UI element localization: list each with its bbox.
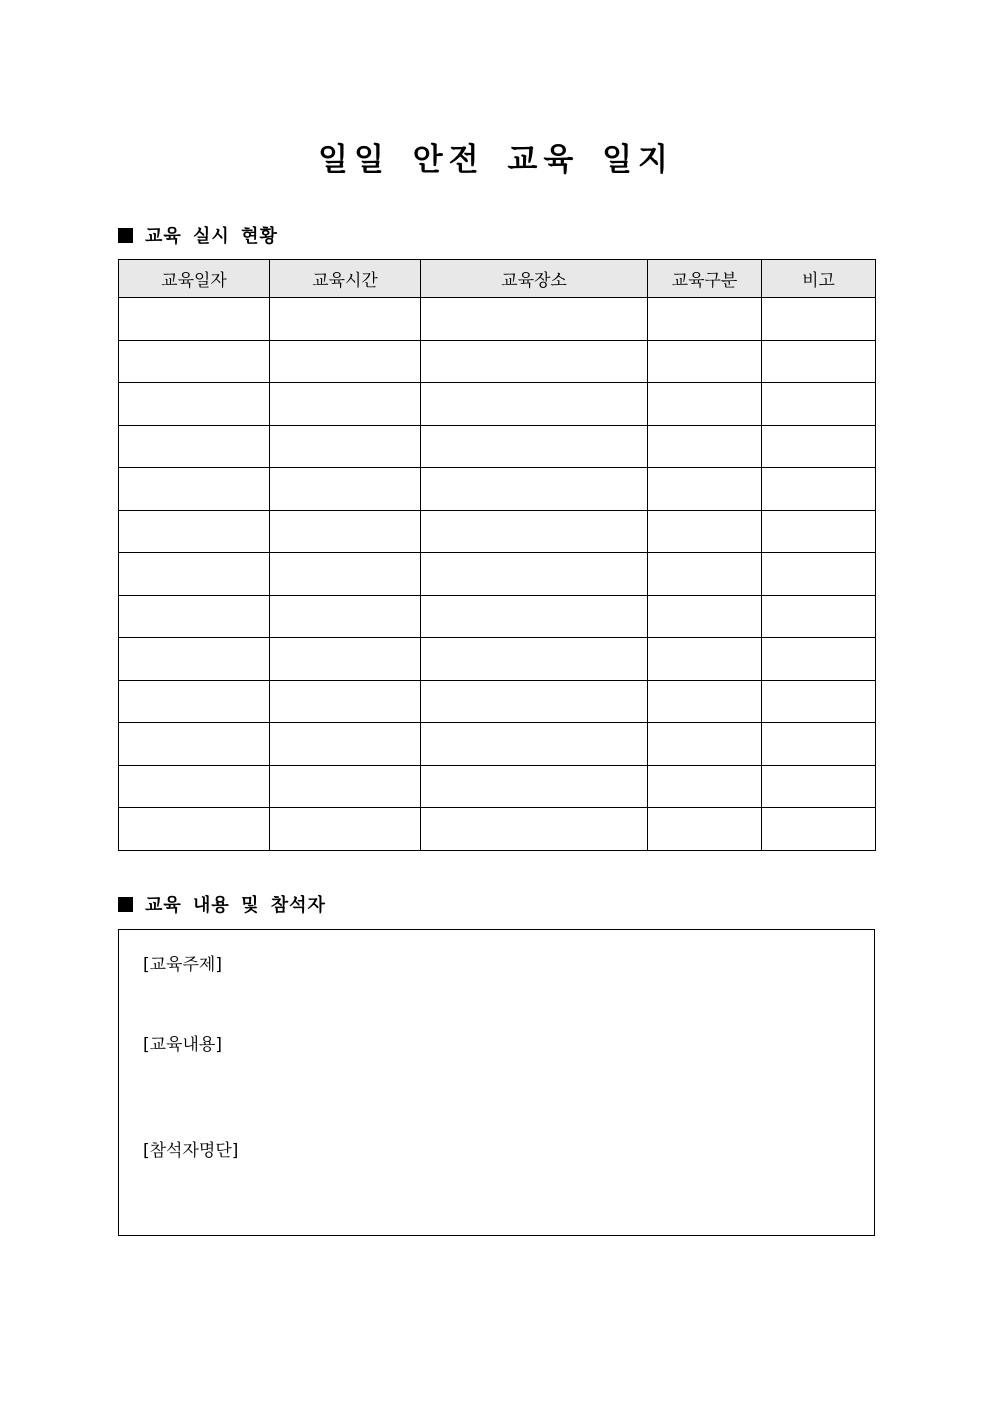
section-heading-content [118, 891, 326, 917]
table-cell[interactable] [762, 468, 876, 511]
table-cell[interactable] [762, 638, 876, 681]
table-cell[interactable] [119, 638, 270, 681]
table-row [119, 680, 876, 723]
table-cell[interactable] [119, 425, 270, 468]
table-row [119, 298, 876, 341]
table-cell[interactable] [421, 298, 648, 341]
table-body [119, 298, 876, 851]
table-row [119, 595, 876, 638]
table-cell[interactable] [421, 723, 648, 766]
table-cell[interactable] [119, 510, 270, 553]
table-cell[interactable] [648, 553, 762, 596]
section-heading-label: 교육 실시 현황 [145, 226, 278, 247]
table-cell[interactable] [762, 340, 876, 383]
table-cell[interactable] [270, 595, 421, 638]
table-cell[interactable] [119, 468, 270, 511]
education-status-table [118, 259, 876, 851]
field-label-attendees: [참석자명단] [143, 1141, 239, 1161]
table-cell[interactable] [270, 340, 421, 383]
table-cell[interactable] [270, 425, 421, 468]
table-cell[interactable] [421, 808, 648, 851]
table-cell[interactable] [421, 553, 648, 596]
table-row [119, 765, 876, 808]
table-cell[interactable] [270, 680, 421, 723]
table-cell[interactable] [270, 468, 421, 511]
column-header-type: 교육구분 [648, 260, 762, 298]
table-cell[interactable] [119, 298, 270, 341]
table-cell[interactable] [421, 383, 648, 426]
column-header-time: 교육시간 [270, 260, 421, 298]
table-cell[interactable] [421, 425, 648, 468]
table-cell[interactable] [762, 553, 876, 596]
table-cell[interactable] [270, 510, 421, 553]
table-cell[interactable] [270, 723, 421, 766]
field-label-topic: [교육주제] [143, 955, 222, 975]
table-cell[interactable] [421, 765, 648, 808]
field-label-content: [교육내용] [143, 1035, 222, 1055]
table-cell[interactable] [762, 510, 876, 553]
table-cell[interactable] [762, 383, 876, 426]
table-cell[interactable] [648, 510, 762, 553]
table-row [119, 468, 876, 511]
table-cell[interactable] [762, 808, 876, 851]
table-cell[interactable] [119, 680, 270, 723]
table-cell[interactable] [648, 383, 762, 426]
table-cell[interactable] [270, 298, 421, 341]
table-cell[interactable] [648, 765, 762, 808]
table-cell[interactable] [421, 340, 648, 383]
table-cell[interactable] [762, 723, 876, 766]
table-cell[interactable] [648, 808, 762, 851]
table-cell[interactable] [648, 638, 762, 681]
table-row [119, 383, 876, 426]
table-cell[interactable] [762, 298, 876, 341]
square-bullet-icon [118, 228, 133, 243]
table-cell[interactable] [270, 808, 421, 851]
table-cell[interactable] [648, 468, 762, 511]
table-row [119, 340, 876, 383]
table-cell[interactable] [648, 723, 762, 766]
column-header-remarks: 비고 [762, 260, 876, 298]
document-title: 일일 안전 교육 일지 [318, 142, 674, 178]
table-cell[interactable] [270, 638, 421, 681]
table-cell[interactable] [648, 425, 762, 468]
table-row [119, 553, 876, 596]
table-cell[interactable] [119, 553, 270, 596]
table-cell[interactable] [762, 680, 876, 723]
square-bullet-icon [118, 897, 133, 912]
table-cell[interactable] [119, 723, 270, 766]
table-cell[interactable] [119, 383, 270, 426]
table-cell[interactable] [421, 468, 648, 511]
table-cell[interactable] [421, 638, 648, 681]
table-cell[interactable] [648, 340, 762, 383]
table-row [119, 808, 876, 851]
column-header-place: 교육장소 [421, 260, 648, 298]
table-cell[interactable] [270, 383, 421, 426]
table-row [119, 638, 876, 681]
table-cell[interactable] [648, 298, 762, 341]
table-row [119, 510, 876, 553]
table-row [119, 723, 876, 766]
content-attendees-box [118, 929, 875, 1236]
table-cell[interactable] [762, 595, 876, 638]
table-cell[interactable] [119, 808, 270, 851]
table-cell[interactable] [421, 510, 648, 553]
table-header-row [119, 260, 876, 298]
table-cell[interactable] [762, 765, 876, 808]
section-heading-status [118, 222, 278, 248]
table-cell[interactable] [421, 595, 648, 638]
table-cell[interactable] [648, 595, 762, 638]
table-row [119, 425, 876, 468]
table-cell[interactable] [270, 553, 421, 596]
column-header-date: 교육일자 [119, 260, 270, 298]
table-cell[interactable] [119, 595, 270, 638]
table-cell[interactable] [648, 680, 762, 723]
table-cell[interactable] [421, 680, 648, 723]
section-heading-label: 교육 내용 및 참석자 [145, 895, 326, 916]
table-cell[interactable] [119, 340, 270, 383]
table-cell[interactable] [762, 425, 876, 468]
table-cell[interactable] [119, 765, 270, 808]
table-cell[interactable] [270, 765, 421, 808]
